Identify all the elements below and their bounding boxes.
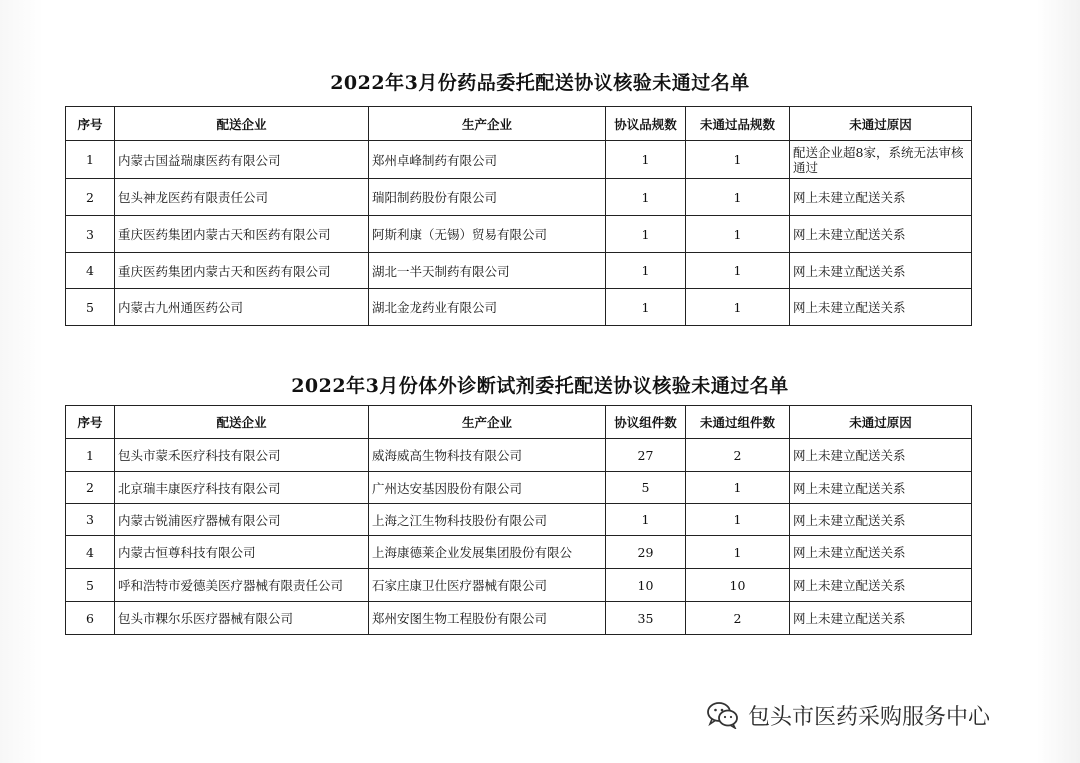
manufacturer-cell: 阿斯利康（无锡）贸易有限公司 <box>369 216 606 253</box>
manufacturer-cell: 湖北一半天制药有限公司 <box>369 253 606 289</box>
table-row <box>66 439 972 472</box>
row-index: 1 <box>66 439 115 472</box>
drug-failed-list-table <box>65 106 972 326</box>
row-index: 4 <box>66 253 115 289</box>
table-row <box>66 536 972 569</box>
col-header-failed-count: 未通过组件数 <box>686 406 790 439</box>
table-row <box>66 289 972 326</box>
table-header-row <box>66 406 972 439</box>
failed-count-cell: 2 <box>686 602 790 635</box>
table-header-row <box>66 107 972 141</box>
manufacturer-cell: 湖北金龙药业有限公司 <box>369 289 606 326</box>
failed-count-cell: 1 <box>686 141 790 179</box>
table2-title: 2022年3月份体外诊断试剂委托配送协议核验未通过名单 <box>291 375 789 397</box>
table-row <box>66 504 972 536</box>
table-row <box>66 179 972 216</box>
distributor-cell: 内蒙古恒尊科技有限公司 <box>115 536 369 569</box>
agreed-count-cell: 1 <box>606 141 686 179</box>
reason-cell: 网上未建立配送关系 <box>790 536 972 569</box>
agreed-count-cell: 29 <box>606 536 686 569</box>
agreed-count-cell: 1 <box>606 504 686 536</box>
agreed-count-cell: 27 <box>606 439 686 472</box>
col-header-distributor: 配送企业 <box>115 107 369 141</box>
col-header-reason: 未通过原因 <box>790 406 972 439</box>
failed-count-cell: 1 <box>686 216 790 253</box>
manufacturer-cell: 威海威高生物科技有限公司 <box>369 439 606 472</box>
failed-count-cell: 1 <box>686 179 790 216</box>
col-header-agreed-count: 协议组件数 <box>606 406 686 439</box>
reason-cell: 网上未建立配送关系 <box>790 216 972 253</box>
reagent-failed-list-table <box>65 405 972 635</box>
reason-cell: 配送企业超8家，系统无法审核通过 <box>790 141 972 179</box>
row-index: 2 <box>66 472 115 504</box>
col-header-manufacturer: 生产企业 <box>369 406 606 439</box>
distributor-cell: 重庆医药集团内蒙古天和医药有限公司 <box>115 253 369 289</box>
wechat-icon <box>706 701 740 729</box>
agreed-count-cell: 1 <box>606 289 686 326</box>
table1-title: 2022年3月份药品委托配送协议核验未通过名单 <box>330 72 750 94</box>
distributor-cell: 内蒙古九州通医药公司 <box>115 289 369 326</box>
reason-cell: 网上未建立配送关系 <box>790 569 972 602</box>
col-header-agreed-count: 协议品规数 <box>606 107 686 141</box>
col-header-index: 序号 <box>66 406 115 439</box>
manufacturer-cell: 广州达安基因股份有限公司 <box>369 472 606 504</box>
manufacturer-cell: 上海康德莱企业发展集团股份有限公 <box>369 536 606 569</box>
reason-cell: 网上未建立配送关系 <box>790 253 972 289</box>
reason-cell: 网上未建立配送关系 <box>790 289 972 326</box>
agreed-count-cell: 35 <box>606 602 686 635</box>
manufacturer-cell: 上海之江生物科技股份有限公司 <box>369 504 606 536</box>
manufacturer-cell: 郑州卓峰制药有限公司 <box>369 141 606 179</box>
row-index: 3 <box>66 216 115 253</box>
failed-count-cell: 2 <box>686 439 790 472</box>
wechat-watermark <box>706 700 990 730</box>
row-index: 2 <box>66 179 115 216</box>
reason-cell: 网上未建立配送关系 <box>790 602 972 635</box>
row-index: 3 <box>66 504 115 536</box>
agreed-count-cell: 1 <box>606 253 686 289</box>
agreed-count-cell: 1 <box>606 179 686 216</box>
manufacturer-cell: 郑州安图生物工程股份有限公司 <box>369 602 606 635</box>
manufacturer-cell: 石家庄康卫仕医疗器械有限公司 <box>369 569 606 602</box>
table-row <box>66 216 972 253</box>
failed-count-cell: 1 <box>686 289 790 326</box>
distributor-cell: 包头神龙医药有限责任公司 <box>115 179 369 216</box>
reason-cell: 网上未建立配送关系 <box>790 472 972 504</box>
distributor-cell: 内蒙古锐浦医疗器械有限公司 <box>115 504 369 536</box>
agreed-count-cell: 10 <box>606 569 686 602</box>
table-row <box>66 472 972 504</box>
table-row <box>66 141 972 179</box>
manufacturer-cell: 瑞阳制药股份有限公司 <box>369 179 606 216</box>
col-header-failed-count: 未通过品规数 <box>686 107 790 141</box>
watermark-text: 包头市医药采购服务中心 <box>748 704 991 730</box>
failed-count-cell: 1 <box>686 504 790 536</box>
distributor-cell: 包头市蒙禾医疗科技有限公司 <box>115 439 369 472</box>
col-header-reason: 未通过原因 <box>790 107 972 141</box>
row-index: 5 <box>66 569 115 602</box>
agreed-count-cell: 1 <box>606 216 686 253</box>
row-index: 6 <box>66 602 115 635</box>
distributor-cell: 重庆医药集团内蒙古天和医药有限公司 <box>115 216 369 253</box>
row-index: 5 <box>66 289 115 326</box>
failed-count-cell: 1 <box>686 472 790 504</box>
failed-count-cell: 1 <box>686 253 790 289</box>
row-index: 1 <box>66 141 115 179</box>
reason-cell: 网上未建立配送关系 <box>790 179 972 216</box>
row-index: 4 <box>66 536 115 569</box>
failed-count-cell: 1 <box>686 536 790 569</box>
table-row <box>66 253 972 289</box>
col-header-distributor: 配送企业 <box>115 406 369 439</box>
reason-cell: 网上未建立配送关系 <box>790 504 972 536</box>
failed-count-cell: 10 <box>686 569 790 602</box>
distributor-cell: 北京瑞丰康医疗科技有限公司 <box>115 472 369 504</box>
col-header-manufacturer: 生产企业 <box>369 107 606 141</box>
distributor-cell: 内蒙古国益瑞康医药有限公司 <box>115 141 369 179</box>
table-row <box>66 602 972 635</box>
reason-cell: 网上未建立配送关系 <box>790 439 972 472</box>
table-row <box>66 569 972 602</box>
col-header-index: 序号 <box>66 107 115 141</box>
agreed-count-cell: 5 <box>606 472 686 504</box>
distributor-cell: 呼和浩特市爱德美医疗器械有限责任公司 <box>115 569 369 602</box>
distributor-cell: 包头市粿尔乐医疗器械有限公司 <box>115 602 369 635</box>
